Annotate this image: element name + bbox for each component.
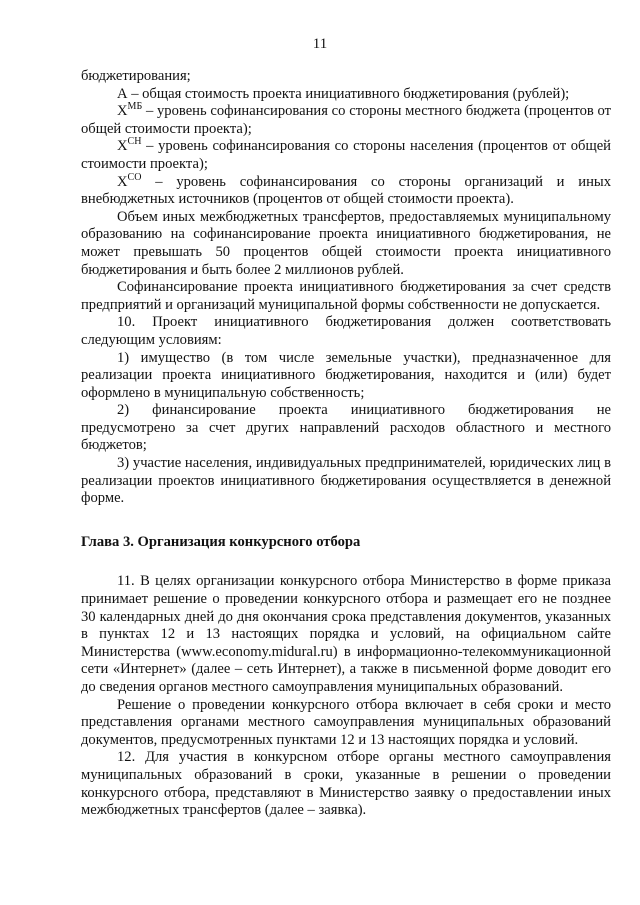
definition-x-so [81, 171, 611, 209]
paragraph-10-item-2: 2) финансирование проекта инициативного бюджетирования не предусмотрено за счет других направлений расходов областного и местного бюджетов; [81, 402, 611, 454]
paragraph-12: 12. Для участия в конкурсном отборе органы местного самоуправления муниципальных образований в сроки, указанные в решении о проведении конкурсного отбора, представляют в Министерство заявку о предоставлении иных межбюджетных трансфертов (далее – заявка). [81, 749, 611, 819]
definition-x-sn [81, 138, 611, 173]
symbol-x-sn: $X^{СН}$ [117, 136, 142, 155]
definition-x-mb-text: – уровень софинансирования со стороны местного бюджета (процентов от общей стоимости проекта); [81, 103, 611, 137]
definition-x-sn-text: – уровень софинансирования со стороны населения (процентов от общей стоимости проекта); [81, 138, 611, 172]
document-body [81, 68, 611, 820]
paragraph-10-item-3: 3) участие населения, индивидуальных предпринимателей, юридических лиц в реализации проектов инициативного бюджетирования осуществляется в денежной форме. [81, 455, 611, 507]
symbol-x-mb: $X^{МБ}$ [117, 101, 143, 120]
definition-x-mb [81, 103, 611, 138]
definition-x-so-text: – уровень софинансирования со стороны организаций и иных внебюджетных источников (процентов от общей стоимости проекта). [81, 173, 611, 208]
definition-a: А – общая стоимость проекта инициативного бюджетирования (рублей); [117, 85, 570, 102]
paragraph-11: 11. В целях организации конкурсного отбора Министерство в форме приказа принимает решение о проведении конкурсного отбора и размещает его не позднее 30 календарных дней до дня окончания срока представления документов, указанных в пунктах 12 и 13 настоящих порядка и условий, на официальном сайте Министерства (www.economy.midural.ru) в информационно-телекоммуникационной сети «Интернет» (далее – сеть Интернет), а также в письменной форме доводит его до сведения органов местного самоуправления муниципальных образований. [81, 573, 611, 695]
chapter-heading: Глава 3. Организация конкурсного отбора [81, 533, 361, 550]
paragraph-cofinancing: Софинансирование проекта инициативного бюджетирования за счет средств предприятий и организаций муниципальной формы собственности не допускается. [81, 279, 611, 313]
text-line-budgeting: бюджетирования; [81, 68, 191, 84]
paragraph-10-item-1: 1) имущество (в том числе земельные участки), предназначенное для реализации проекта инициативного бюджетирования, находится и (или) будет оформлено в муниципальную собственность; [81, 349, 611, 401]
symbol-x-so: $X^{СО}$ [117, 171, 142, 190]
paragraph-decision: Решение о проведении конкурсного отбора включает в себя сроки и место представления органами местного самоуправления муниципальных образований документов, предусмотренных пунктами 12 и 13 настоящих порядка и условий. [81, 696, 611, 748]
page-number: 11 [312, 36, 328, 52]
paragraph-transfer-volume: Объем иных межбюджетных трансфертов, предоставляемых муниципальному образованию на софинансирование проекта инициативного бюджетирования, не может превышать 50 процентов общей стоимости проекта инициативного бюджетирования и быть более 2 миллионов рублей. [81, 208, 611, 278]
paragraph-10: 10. Проект инициативного бюджетирования должен соответствовать следующим условиям: [81, 314, 611, 348]
